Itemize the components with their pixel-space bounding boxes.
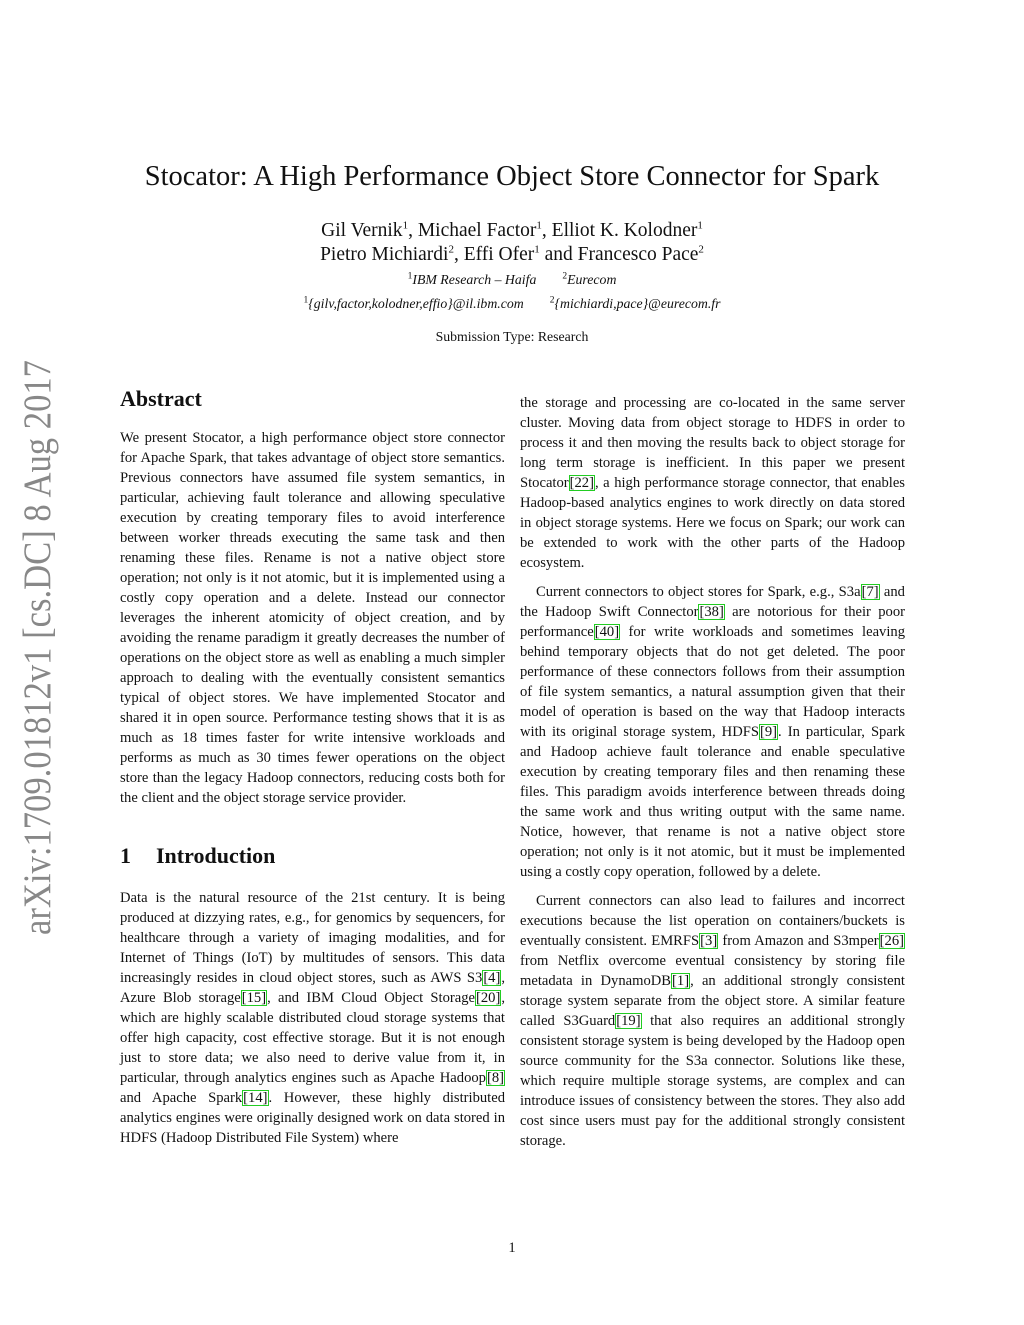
author: Francesco Pace — [577, 244, 699, 265]
affiliation-mark: 2 — [562, 271, 568, 282]
citation-link[interactable]: [9] — [760, 724, 778, 740]
intro-paragraph-1: Data is the natural resource of the 21st century. It is being produced at dizzying rates, e.g., for genomics by sequencers, for healthcare through a variety of imaging modalities, and for Internet of Things (IoT) by multitudes of sensors. This data increasingly resides in cloud object stores, such as AWS S3[4], Azure Blob storage[15], and IBM Cloud Object Storage[20], which are highly scalable distributed cloud storage systems that offer high capacity, cost effective storage. But it is not enough just to store data; we also need to derive value from it, in particular, through analytics engines such as Apache Hadoop[8] and Apache Spark[14]. However, these highly distributed analytics engines were originally designed work on data stored in HDFS (Hadoop Distributed File System) where — [120, 890, 505, 1146]
right-column — [520, 393, 905, 1151]
email-mark: 1 — [303, 295, 309, 306]
author-affiliation-mark: 2 — [448, 243, 454, 256]
author-separator: , — [408, 220, 418, 241]
author-affiliation-mark: 1 — [402, 219, 409, 232]
intro-paragraph-1-continued: the storage and processing are co-located in the same server cluster. Moving data from object storage to HDFS in order to process it and then moving the results back to object storage for long term storage is inefficient. In this paper we present Stocator[22], a high performance storage connector, that enables Hadoop-based analytics engines to work directly on data stored in object storage systems. Here we focus on Spark; our work can be extended to work with the other parts of the Hadoop ecosystem. — [520, 395, 905, 571]
email-mark: 2 — [549, 295, 555, 306]
citation-link[interactable]: [1] — [672, 973, 690, 989]
citation-link[interactable]: [7] — [861, 584, 879, 600]
citation-link[interactable]: [26] — [879, 933, 904, 949]
submission-type: Submission Type: Research — [435, 329, 589, 344]
abstract-heading: Abstract — [120, 386, 202, 411]
author-affiliation-mark: 2 — [698, 243, 704, 256]
citation-link[interactable]: [22] — [569, 475, 594, 491]
email-ibm: {gilv,factor,kolodner,effio}@il.ibm.com — [308, 296, 524, 311]
author: Pietro Michiardi — [320, 244, 449, 265]
affiliation-ibm: IBM Research – Haifa — [412, 272, 537, 287]
affiliation-eurecom: Eurecom — [567, 272, 617, 287]
author-affiliation-mark: 1 — [697, 219, 703, 232]
citation-link[interactable]: [14] — [243, 1090, 268, 1106]
author: Elliot K. Kolodner — [551, 220, 698, 241]
author-line-2 — [0, 244, 1024, 266]
email-eurecom: {michiardi,pace}@eurecom.fr — [554, 296, 721, 311]
introduction-heading — [120, 842, 505, 870]
citation-link[interactable]: [40] — [594, 624, 620, 640]
arxiv-identifier-text: arXiv:1709.01812v1 [cs.DC] 8 Aug 2017 — [16, 360, 59, 935]
section-number: 1 — [120, 843, 131, 868]
author: Michael Factor — [417, 220, 537, 241]
intro-paragraph-2: Current connectors to object stores for Spark, e.g., S3a[7] and the Hadoop Swift Connector[38] are notorious for their poor performance[40] for write workloads and sometimes leaving behind temporary objects that do not get deleted. The poor performance of these connectors follows from their assumption of file system semantics, a natural assumption given that their model of operation is based on the way that Hadoop interacts with its original storage system, HDFS[9]. In particular, Spark and Hadoop achieve fault tolerance and enable speculative execution by creating temporary files and then renaming these files. This paradigm avoids interference between threads doing the same work and thus writing output with the same name. Notice, however, that rename is not a native object store operation; not only is it not atomic, but it must be implemented using a costly copy operation, followed by a delete. — [520, 584, 905, 880]
citation-link[interactable]: [8] — [486, 1070, 504, 1086]
paper-title: Stocator: A High Performance Object Store Connector for Spark — [144, 161, 880, 192]
left-column — [120, 385, 505, 1148]
affiliation-mark: 1 — [407, 271, 413, 282]
citation-link[interactable]: [19] — [616, 1013, 641, 1029]
author-separator: , — [541, 220, 552, 241]
author-emails — [0, 296, 1024, 312]
citation-link[interactable]: [3] — [700, 933, 718, 949]
author-affiliation-mark: 1 — [534, 243, 540, 256]
citation-link[interactable]: [15] — [241, 990, 267, 1006]
citation-link[interactable]: [38] — [699, 604, 724, 620]
arxiv-identifier-stamp — [6, 360, 66, 935]
page-number: 1 — [508, 1240, 516, 1256]
author-affiliation-mark: 1 — [536, 219, 542, 232]
citation-link[interactable]: [4] — [483, 970, 501, 986]
author-line-1 — [0, 220, 1024, 242]
section-title: Introduction — [156, 843, 276, 868]
author-separator: , — [453, 244, 464, 265]
author: Gil Vernik — [321, 220, 403, 241]
affiliations — [0, 272, 1024, 288]
intro-paragraph-3: Current connectors can also lead to failures and incorrect executions because the list operation on containers/buckets is eventually consistent. EMRFS[3] from Amazon and S3mper[26] from Netflix overcome eventual consistency by storing file metadata in DynamoDB[1], an additional strongly consistent storage system separate from the object store. A similar feature called S3Guard[19] that also requires an additional strongly consistent storage system is being developed by the Hadoop open source community for the S3a connector. Solutions like these, which require multiple storage systems, are complex and can introduce issues of consistency between the stores. They also add cost since users must pay for the additional strongly consistent storage. — [520, 893, 905, 1149]
abstract-text: We present Stocator, a high performance object store connector for Apache Spark, that takes advantage of object store semantics. Previous connectors have assumed file system semantics, in particular, achieving fault tolerance and allowing speculative execution by creating temporary files to avoid interference between worker threads executing the same task and then renaming these files. Rename is not a native object store operation; not only is it not atomic, but it is implemented using a costly copy operation and a delete. Instead our connector leverages the inherent atomicity of object creation, and by avoiding the rename paradigm it greatly decreases the number of operations on the object store as well as enabling a much simpler approach to dealing with the eventually consistent semantics typical of object stores. We have implemented Stocator and shared it in open source. Performance testing shows that it is as much as 18 times faster for write intensive workloads and performs as much as 30 times fewer operations on the object store than the legacy Hadoop connectors, reducing costs both for the client and the object storage service provider. — [120, 430, 505, 806]
author: Effi Ofer — [463, 244, 535, 265]
author-separator: and — [539, 244, 578, 265]
citation-link[interactable]: [20] — [476, 990, 501, 1006]
